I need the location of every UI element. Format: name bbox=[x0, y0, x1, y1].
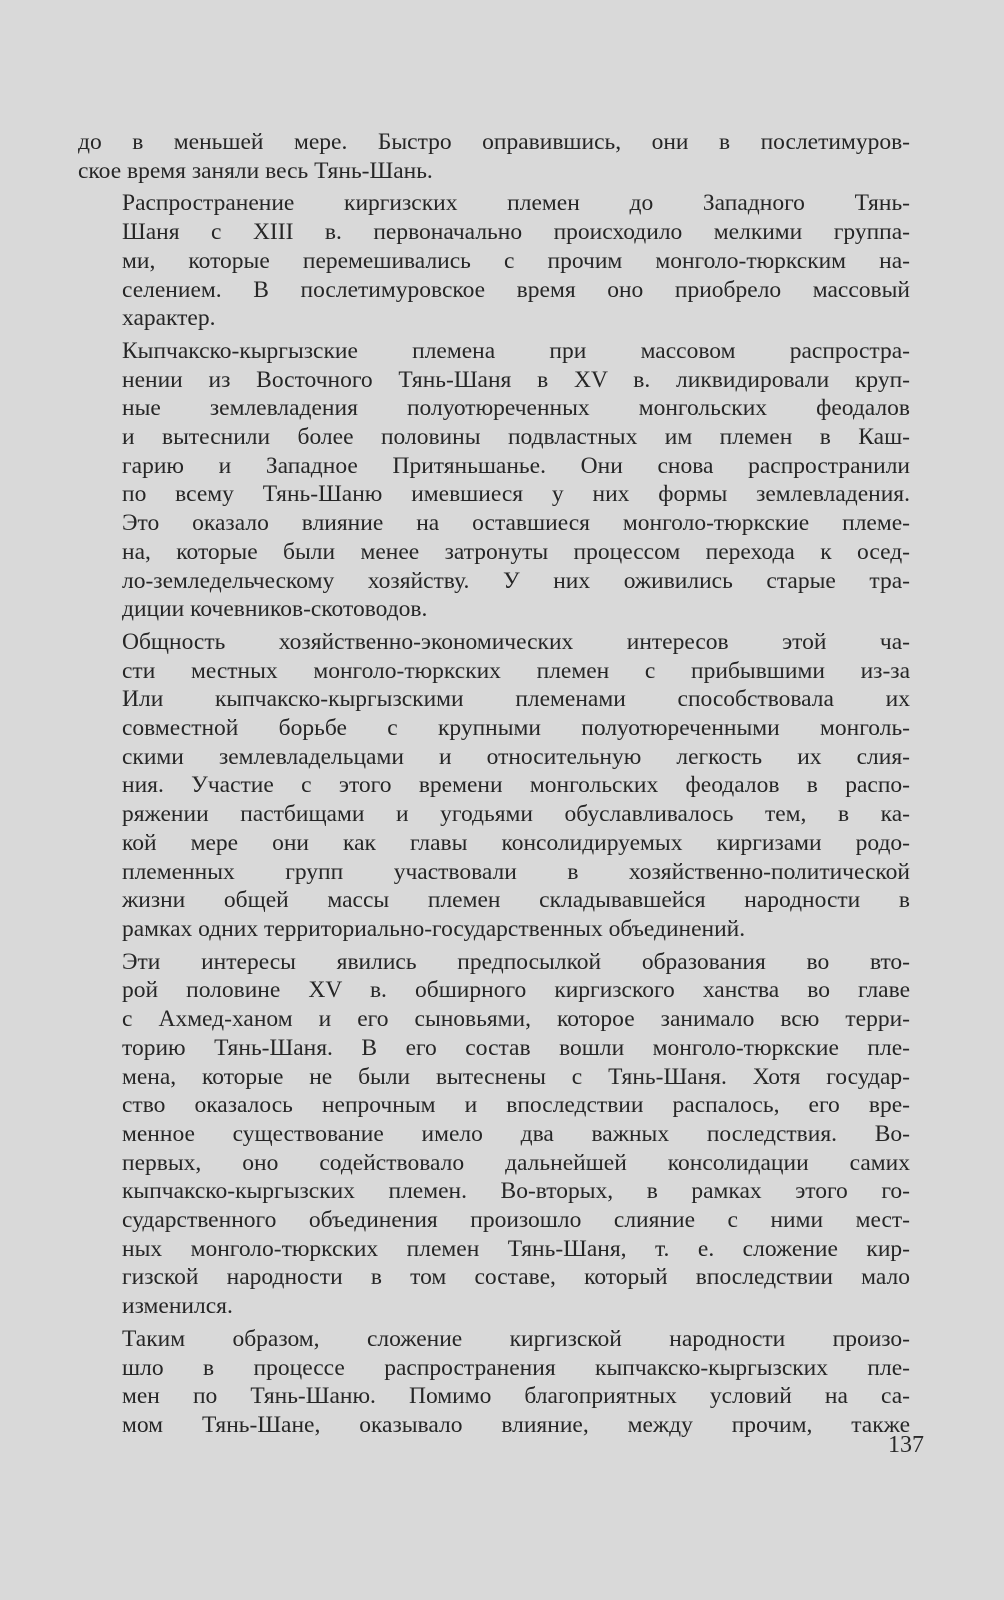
text-line: мена, которые не были вытеснены с Тянь-Шаня. Хотя государ- bbox=[122, 1063, 910, 1090]
text-line: изменился. bbox=[122, 1293, 233, 1320]
text-line: кыпчакско-кыргызских племен. Во-вторых, в рамках этого го- bbox=[122, 1178, 910, 1205]
text-line: селением. В послетимуровское время оно приобрело массовый bbox=[122, 276, 910, 303]
text-line: гарию и Западное Притяньшанье. Они снова распространили bbox=[122, 452, 910, 479]
text-line: Шаня с XIII в. первоначально происходило мелкими группа- bbox=[122, 219, 910, 246]
page-number: 137 bbox=[888, 1432, 924, 1458]
text-line: Или кыпчакско-кыргызскими племенами способствовала их bbox=[122, 686, 910, 713]
text-line: ми, которые перемешивались с прочим монголо-тюркским на- bbox=[122, 247, 910, 274]
body-text bbox=[78, 128, 910, 1444]
text-line: и вытеснили более половины подвластных им племен в Каш- bbox=[122, 424, 910, 451]
text-line: Таким образом, сложение киргизской народности произо- bbox=[122, 1325, 910, 1352]
text-line: ское время заняли весь Тянь-Шань. bbox=[78, 157, 433, 184]
text-line: сударственного объединения произошло слияние с ними мест- bbox=[122, 1207, 910, 1234]
text-line: Общность хозяйственно-экономических интересов этой ча- bbox=[122, 628, 910, 655]
text-line: Это оказало влияние на оставшиеся монголо-тюркские племе- bbox=[122, 510, 910, 537]
paragraph-1 bbox=[78, 128, 910, 185]
text-line: жизни общей массы племен складывавшейся народности в bbox=[122, 887, 910, 914]
text-line: сти местных монголо-тюркских племен с прибывшими из-за bbox=[122, 657, 910, 684]
text-line: совместной борьбе с крупными полуотюреченными монголь- bbox=[122, 715, 910, 742]
text-line: мом Тянь-Шане, оказывало влияние, между прочим, также bbox=[122, 1411, 910, 1438]
text-line: характер. bbox=[122, 305, 216, 332]
paragraph-2 bbox=[78, 189, 910, 333]
text-line: рамках одних территориально-государственных объединений. bbox=[122, 915, 746, 942]
text-line: ло-земледельческому хозяйству. У них оживились старые тра- bbox=[122, 567, 910, 594]
text-line: Эти интересы явились предпосылкой образования во вто- bbox=[122, 948, 910, 975]
text-line: ные землевладения полуотюреченных монгольских феодалов bbox=[122, 395, 910, 422]
text-line: ния. Участие с этого времени монгольских феодалов в распо- bbox=[122, 772, 910, 799]
paragraph-3 bbox=[78, 337, 910, 624]
paragraph-6 bbox=[78, 1325, 910, 1440]
text-line: рой половине XV в. обширного киргизского ханства во главе bbox=[122, 977, 910, 1004]
text-line: ных монголо-тюркских племен Тянь-Шаня, т. е. сложение кир- bbox=[122, 1235, 910, 1262]
text-line: нении из Восточного Тянь-Шаня в XV в. ликвидировали круп- bbox=[122, 366, 910, 393]
text-line: племенных групп участвовали в хозяйственно-политической bbox=[122, 858, 910, 885]
text-line: ряжении пастбищами и угодьями обуславливалось тем, в ка- bbox=[122, 801, 910, 828]
text-line: гизской народности в том составе, который впоследствии мало bbox=[122, 1264, 910, 1291]
text-line: первых, оно содействовало дальнейшей консолидации самих bbox=[122, 1149, 910, 1176]
text-line: мен по Тянь-Шаню. Помимо благоприятных условий на са- bbox=[122, 1383, 910, 1410]
text-line: торию Тянь-Шаня. В его состав вошли монголо-тюркские пле- bbox=[122, 1034, 910, 1061]
text-line: с Ахмед-ханом и его сыновьями, которое занимало всю терри- bbox=[122, 1006, 910, 1033]
text-line: кой мере они как главы консолидируемых киргизами родо- bbox=[122, 829, 910, 856]
text-line: до в меньшей мере. Быстро оправившись, они в послетимуров- bbox=[78, 129, 910, 155]
paragraph-5 bbox=[78, 948, 910, 1321]
text-line: ство оказалось непрочным и впоследствии распалось, его вре- bbox=[122, 1092, 910, 1119]
text-line: менное существование имело два важных последствия. Во- bbox=[122, 1120, 910, 1147]
text-line: Распространение киргизских племен до Западного Тянь- bbox=[122, 190, 910, 217]
text-line: Кыпчакско-кыргызские племена при массовом распростра- bbox=[122, 337, 910, 364]
text-line: шло в процессе распространения кыпчакско-кыргызских пле- bbox=[122, 1354, 910, 1381]
text-line: на, которые были менее затронуты процессом перехода к осед- bbox=[122, 538, 910, 565]
text-line: диции кочевников-скотоводов. bbox=[122, 596, 428, 623]
text-line: скими землевладельцами и относительную легкость их слия- bbox=[122, 743, 910, 770]
text-line: по всему Тянь-Шаню имевшиеся у них формы землевладения. bbox=[122, 481, 910, 508]
paragraph-4 bbox=[78, 628, 910, 944]
